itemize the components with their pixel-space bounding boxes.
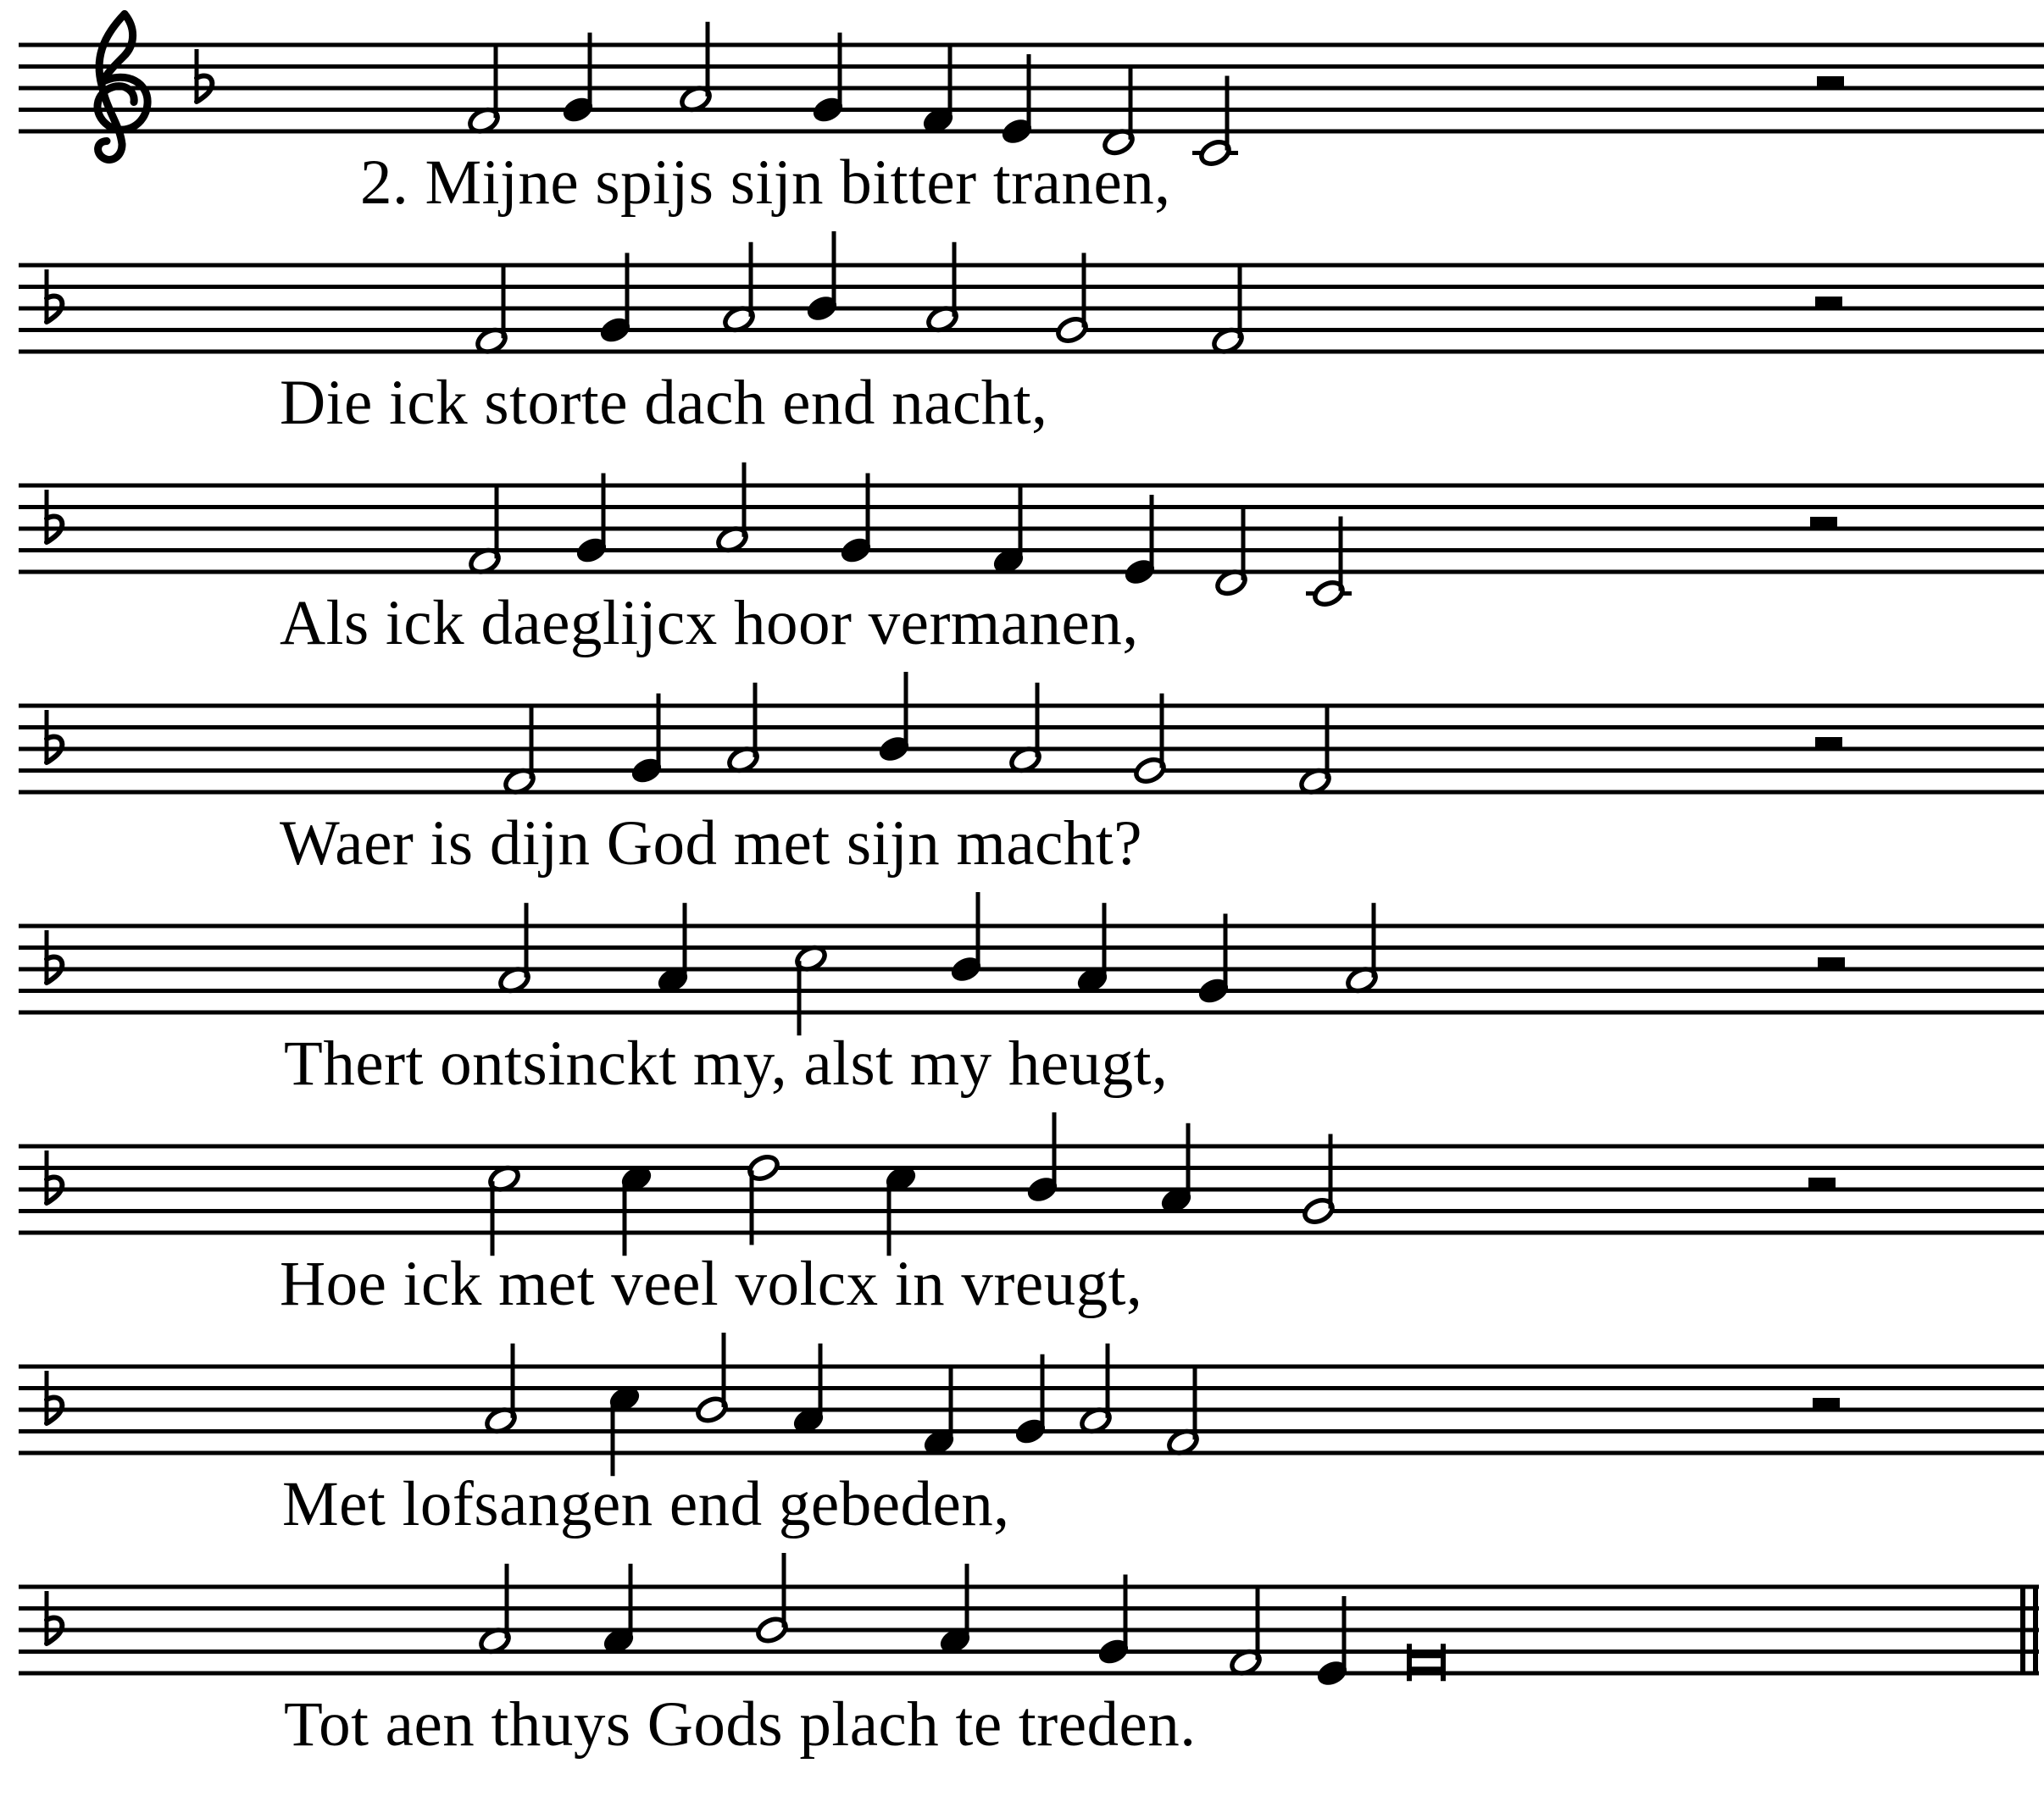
note-stem bbox=[1256, 1585, 1260, 1660]
lyric-line-3: Als ick daeglijcx hoor vermanen, bbox=[280, 588, 1139, 658]
staff-lines bbox=[19, 263, 2044, 354]
note-stem bbox=[1124, 1575, 1128, 1650]
note-stem bbox=[1027, 54, 1031, 129]
clef-stroke bbox=[98, 141, 122, 160]
note-stem bbox=[1053, 1112, 1057, 1187]
note-stem bbox=[502, 263, 506, 338]
staff-line bbox=[19, 1672, 2039, 1676]
note-stem bbox=[525, 903, 529, 978]
staff-line bbox=[19, 1585, 2039, 1589]
note-stem bbox=[1342, 1596, 1347, 1671]
note-Bb4-half bbox=[755, 1553, 790, 1645]
staff-system-8 bbox=[19, 1553, 2039, 1688]
staff-system-4 bbox=[19, 672, 2044, 796]
note-Bb4-quarter bbox=[877, 672, 912, 764]
note-stem bbox=[1041, 1355, 1045, 1429]
note-stem bbox=[904, 672, 908, 746]
note-stem bbox=[602, 474, 606, 548]
flat-icon bbox=[45, 930, 63, 984]
staff-line bbox=[19, 285, 2044, 289]
staff-line bbox=[19, 130, 2044, 134]
note-stem bbox=[683, 903, 687, 978]
staff-line bbox=[19, 1209, 2044, 1213]
note-stem bbox=[949, 1365, 953, 1439]
note-stem bbox=[611, 1401, 615, 1476]
staff-system-6 bbox=[19, 1112, 2044, 1256]
staff-system-7 bbox=[19, 1333, 2044, 1476]
staff-system-5 bbox=[19, 892, 2044, 1035]
staff-system-1 bbox=[19, 14, 2044, 169]
note-Bb4-quarter bbox=[1025, 1112, 1060, 1205]
lyric-line-1: 2. Mijne spijs sijn bitter tranen, bbox=[360, 147, 1171, 218]
staff-system-2 bbox=[19, 231, 2044, 356]
staff-line bbox=[19, 505, 2044, 509]
note-stem bbox=[1238, 263, 1242, 338]
note-stem bbox=[797, 961, 802, 1035]
staff-lines bbox=[19, 1585, 2039, 1676]
lyric-line-8: Tot aen thuys Gods plach te treden. bbox=[284, 1689, 1197, 1760]
lyric-line-7: Met lofsangen end gebeden, bbox=[282, 1469, 1010, 1539]
note-stem bbox=[1225, 76, 1230, 151]
staff-line bbox=[19, 1166, 2044, 1170]
flat-icon bbox=[45, 710, 63, 763]
staff-line bbox=[19, 64, 2044, 69]
note-stem bbox=[1082, 253, 1086, 328]
note-stem bbox=[819, 1344, 823, 1418]
staff-line bbox=[19, 968, 2044, 972]
note-stem bbox=[887, 1181, 891, 1256]
flat-icon bbox=[195, 49, 213, 103]
note-stem bbox=[1372, 903, 1376, 978]
staff-line bbox=[19, 945, 2044, 950]
note-stem bbox=[976, 892, 980, 967]
staff-lines bbox=[19, 484, 2044, 574]
note-stem bbox=[657, 694, 661, 768]
note-stem bbox=[629, 1564, 633, 1638]
lyric-line-4: Waer is dijn God met sijn macht? bbox=[280, 808, 1143, 879]
note-stem bbox=[1186, 1123, 1191, 1198]
note-stem bbox=[838, 33, 842, 108]
staff-line bbox=[19, 263, 2044, 268]
staff-line bbox=[19, 548, 2044, 552]
lyric-line-6: Hoe ick met veel volcx in vreugt, bbox=[280, 1249, 1143, 1319]
note-stem bbox=[1329, 1134, 1333, 1209]
final-barline bbox=[2020, 1585, 2025, 1676]
note-stem bbox=[1193, 1365, 1197, 1439]
breve-side bbox=[1441, 1644, 1446, 1681]
note-stem bbox=[1129, 65, 1133, 140]
final-barline bbox=[2033, 1585, 2038, 1676]
staff-system-3 bbox=[19, 463, 2044, 609]
note-stem bbox=[588, 33, 592, 108]
note-stem bbox=[750, 1171, 754, 1245]
note-stem bbox=[953, 242, 957, 317]
note-Bb4-half bbox=[695, 1333, 730, 1425]
note-stem bbox=[491, 1181, 495, 1256]
half-rest bbox=[1818, 957, 1845, 969]
breve-side bbox=[1407, 1644, 1412, 1681]
staff-line bbox=[19, 350, 2044, 354]
breve-bar bbox=[1407, 1651, 1446, 1658]
note-Bb4-quarter bbox=[949, 892, 984, 984]
note-stem bbox=[866, 474, 870, 548]
note-stem bbox=[495, 484, 499, 558]
note-stem bbox=[1106, 1344, 1110, 1418]
note-stem bbox=[742, 463, 747, 537]
note-stem bbox=[782, 1553, 786, 1627]
note-stem bbox=[1036, 683, 1040, 757]
note-stem bbox=[494, 43, 498, 118]
staff-line bbox=[19, 1408, 2044, 1412]
lyric-line-2: Die ick storte dach end nacht, bbox=[280, 368, 1048, 438]
half-rest bbox=[1810, 517, 1837, 529]
note-stem bbox=[530, 704, 534, 779]
staff-line bbox=[19, 328, 2044, 332]
staff-line bbox=[19, 1606, 2039, 1611]
flat-icon bbox=[45, 1591, 63, 1644]
half-rest bbox=[1815, 297, 1842, 308]
note-stem bbox=[706, 22, 710, 97]
staff-line bbox=[19, 1650, 2039, 1654]
treble-clef-icon bbox=[97, 14, 147, 160]
flat-icon bbox=[45, 1151, 63, 1204]
staff-line bbox=[19, 725, 2044, 729]
note-stem bbox=[722, 1333, 726, 1407]
flat-icon bbox=[45, 1371, 63, 1424]
note-stem bbox=[623, 1181, 627, 1256]
half-rest bbox=[1813, 1398, 1840, 1410]
flat-icon bbox=[45, 269, 63, 323]
staff-line bbox=[19, 484, 2044, 488]
staff-lines bbox=[19, 43, 2044, 134]
note-stem bbox=[1224, 914, 1228, 989]
staff-line bbox=[19, 1011, 2044, 1015]
staff-lines bbox=[19, 924, 2044, 1015]
staff-line bbox=[19, 43, 2044, 47]
note-stem bbox=[948, 43, 953, 118]
staff-line bbox=[19, 1145, 2044, 1149]
note-stem bbox=[511, 1344, 515, 1418]
staff-line bbox=[19, 1386, 2044, 1390]
note-stem bbox=[1103, 903, 1107, 978]
note-stem bbox=[1339, 517, 1343, 591]
half-rest bbox=[1817, 76, 1844, 88]
note-stem bbox=[505, 1564, 509, 1638]
staff-line bbox=[19, 108, 2044, 112]
staff-line bbox=[19, 86, 2044, 91]
flat-icon bbox=[45, 490, 63, 543]
note-stem bbox=[1019, 484, 1023, 558]
note-stem bbox=[1241, 506, 1246, 580]
staff-line bbox=[19, 924, 2044, 929]
staff-line bbox=[19, 307, 2044, 311]
staff-line bbox=[19, 570, 2044, 574]
lyric-line-5: Thert ontsinckt my, alst my heugt, bbox=[284, 1029, 1169, 1099]
staff-line bbox=[19, 1231, 2044, 1235]
note-stem bbox=[753, 683, 758, 757]
note-stem bbox=[1325, 704, 1330, 779]
staff-line bbox=[19, 1365, 2044, 1369]
note-F4-breve bbox=[1407, 1644, 1446, 1681]
staff-line bbox=[19, 1628, 2039, 1633]
staff-line bbox=[19, 790, 2044, 795]
breve-bar bbox=[1407, 1666, 1446, 1673]
staff-line bbox=[19, 989, 2044, 993]
note-stem bbox=[749, 242, 753, 317]
note-stem bbox=[1150, 495, 1154, 569]
note-stem bbox=[965, 1564, 969, 1638]
staff-line bbox=[19, 527, 2044, 531]
staff-line bbox=[19, 1451, 2044, 1455]
half-rest bbox=[1808, 1178, 1836, 1189]
half-rest bbox=[1815, 737, 1842, 749]
note-stem bbox=[1160, 694, 1164, 768]
staff-line bbox=[19, 704, 2044, 708]
note-stem bbox=[832, 231, 836, 306]
note-Bb4-quarter bbox=[805, 231, 840, 324]
note-stem bbox=[625, 253, 630, 328]
